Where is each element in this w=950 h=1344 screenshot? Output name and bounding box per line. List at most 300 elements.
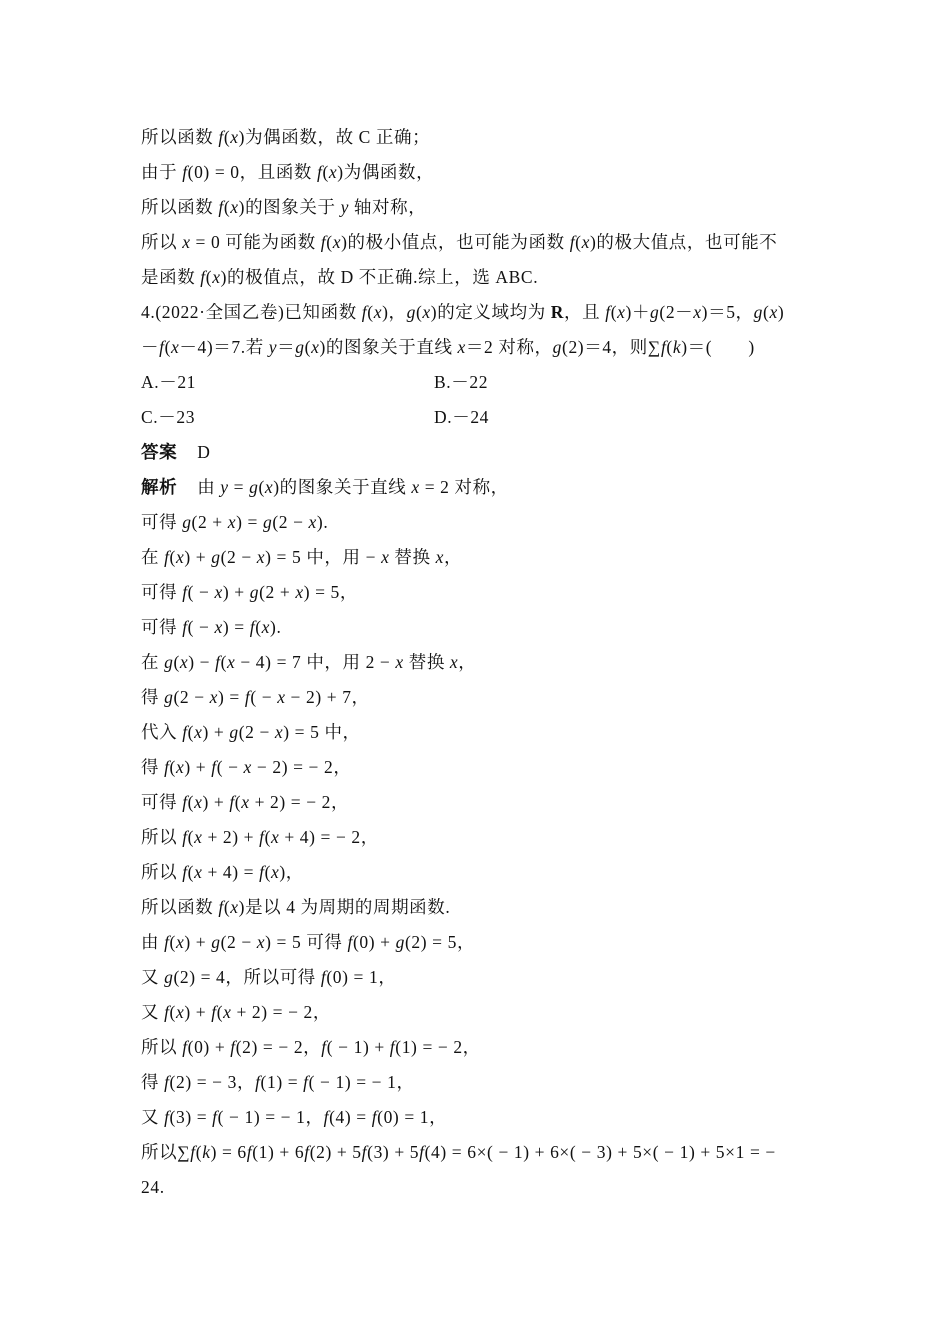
math-variable: x	[769, 302, 778, 322]
math-variable: x	[457, 337, 466, 357]
analysis-steps	[141, 505, 813, 1205]
text-segment: (2 −	[220, 547, 257, 567]
math-variable: g	[552, 337, 563, 357]
math-variable: g	[262, 512, 273, 532]
text-segment: (2 −	[220, 932, 257, 952]
text-segment: 得	[141, 1072, 165, 1092]
math-variable: k	[672, 337, 682, 357]
text-segment: (	[234, 792, 242, 812]
text-segment: ) +	[202, 792, 230, 812]
option-d: D.－24	[434, 407, 490, 427]
text-segment: 又	[141, 1107, 165, 1127]
math-variable: f	[164, 1072, 170, 1092]
text-segment: )＋	[625, 302, 651, 322]
text-segment: (2) = − 2，	[235, 1037, 322, 1057]
math-variable: x	[422, 302, 431, 322]
text-segment: 可得	[141, 582, 183, 602]
math-variable: y	[340, 197, 349, 217]
text-segment: )的极大值点，也可能不	[589, 232, 778, 252]
math-variable: x	[256, 932, 266, 952]
math-variable: f	[605, 302, 611, 322]
text-segment: (2 +	[191, 512, 228, 532]
text-segment: ，	[458, 652, 477, 672]
math-variable: x	[243, 757, 252, 777]
text-segment: 24.	[141, 1177, 165, 1197]
text-segment: (	[187, 862, 195, 882]
text-segment: ( − 1) = − 1，	[308, 1072, 415, 1092]
text-segment: (	[205, 267, 213, 287]
text-segment: (	[164, 337, 172, 357]
text-segment: (2 −	[238, 722, 275, 742]
text-segment: (2 −	[173, 687, 210, 707]
math-variable: f	[569, 232, 576, 252]
document-page	[141, 120, 813, 1205]
analysis-line	[141, 855, 813, 890]
text-segment: (	[264, 862, 271, 882]
math-variable: f	[182, 862, 188, 882]
analysis-line	[141, 645, 813, 680]
text-segment: ，且	[564, 302, 606, 322]
text-segment: (	[195, 1142, 203, 1162]
text-segment: ) +	[222, 582, 250, 602]
math-variable: g	[249, 582, 260, 602]
text-segment: 代入	[141, 722, 183, 742]
text-segment: ) = 5 中，用 −	[265, 547, 382, 567]
math-variable: x	[194, 827, 203, 847]
math-variable: x	[179, 652, 189, 672]
math-variable: x	[295, 582, 304, 602]
math-variable: g	[229, 722, 239, 742]
math-variable: f	[218, 197, 224, 217]
text-segment: 所以	[141, 827, 183, 847]
math-variable: x	[194, 862, 203, 882]
math-variable: f	[389, 1037, 396, 1057]
analysis-line	[141, 540, 813, 575]
analysis-line	[141, 680, 813, 715]
text-segment: (2－	[659, 302, 694, 322]
text-segment: (0) = 0，且函数	[187, 162, 318, 182]
text-segment: (	[223, 897, 231, 917]
math-variable: x	[230, 127, 239, 147]
text-segment: (	[169, 1002, 176, 1022]
math-variable: f	[218, 897, 224, 917]
text-segment: ( −	[187, 582, 215, 602]
math-variable: x	[182, 232, 191, 252]
math-variable: x	[223, 1002, 232, 1022]
math-variable: f	[164, 547, 170, 567]
text-segment: ( − 1) = − 1，	[217, 1107, 324, 1127]
math-variable: f	[244, 687, 251, 707]
text-segment: (2 −	[272, 512, 309, 532]
analysis-line	[141, 960, 813, 995]
text-segment: (0) = 1，	[326, 967, 397, 987]
text-segment: )，	[382, 302, 407, 322]
math-variable: x	[212, 267, 221, 287]
math-variable: f	[182, 617, 188, 637]
text-segment: (	[169, 932, 176, 952]
math-variable: f	[182, 722, 188, 742]
text-segment: (	[216, 1002, 224, 1022]
text-segment: (1) = − 2，	[395, 1037, 481, 1057]
math-variable: x	[214, 617, 223, 637]
math-variable: f	[164, 757, 170, 777]
math-variable: x	[175, 932, 185, 952]
math-variable: g	[406, 302, 416, 322]
text-segment: (	[610, 302, 618, 322]
text-segment: ) =	[222, 617, 250, 637]
answer-label: 答案	[141, 443, 178, 463]
text-segment: 所以∑	[141, 1142, 191, 1162]
text-segment: + 2) +	[202, 827, 260, 847]
text-segment: 可得	[141, 617, 183, 637]
text-segment: 又	[141, 967, 165, 987]
math-variable: x	[171, 337, 180, 357]
text-segment: 由	[141, 932, 165, 952]
math-variable: x	[271, 827, 280, 847]
text-segment: )的极值点，故 D 不正确.综上，选 ABC.	[220, 267, 539, 287]
math-variable: f	[419, 1142, 425, 1162]
question-line	[141, 330, 813, 365]
text-segment: (	[415, 302, 423, 322]
text-segment: ) +	[184, 1002, 212, 1022]
math-variable: x	[230, 897, 239, 917]
math-variable: f	[182, 162, 188, 182]
analysis-line	[141, 1030, 813, 1065]
math-variable: f	[211, 757, 217, 777]
text-line	[141, 155, 813, 190]
text-segment: ) =	[236, 512, 263, 532]
math-variable: f	[159, 337, 165, 357]
text-segment: )的定义域均为	[430, 302, 551, 322]
analysis-line	[141, 890, 813, 925]
text-segment: 轴对称，	[348, 197, 427, 217]
text-segment: (	[255, 617, 262, 637]
text-segment: ) +	[184, 932, 212, 952]
math-variable: x	[435, 547, 444, 567]
math-variable: g	[395, 932, 405, 952]
math-variable: g	[164, 967, 174, 987]
text-segment: (1) =	[260, 1072, 304, 1092]
answer-value: D	[197, 442, 211, 462]
text-segment: − 4) = 7 中，用 2 −	[235, 652, 396, 672]
math-variable: x	[175, 1002, 185, 1022]
math-variable: x	[373, 302, 383, 322]
text-segment: (	[304, 337, 312, 357]
text-segment: )，	[279, 862, 304, 882]
math-variable: f	[230, 1037, 236, 1057]
math-variable: y	[268, 337, 278, 357]
math-variable: f	[164, 932, 170, 952]
text-segment: )的图象关于	[238, 197, 341, 217]
math-variable: x	[214, 582, 223, 602]
analysis-first-text	[197, 477, 509, 497]
math-variable: x	[581, 232, 590, 252]
text-segment: ( −	[216, 757, 244, 777]
text-segment: (	[326, 232, 333, 252]
math-variable: f	[304, 1142, 310, 1162]
text-segment: 所以	[141, 232, 183, 252]
text-segment: 在	[141, 547, 165, 567]
text-segment: (	[187, 827, 195, 847]
math-variable: f	[320, 967, 327, 987]
math-variable: x	[261, 617, 271, 637]
analysis-line	[141, 715, 813, 750]
analysis-section	[141, 470, 813, 1205]
math-variable: f	[317, 162, 323, 182]
text-segment: (2) = − 3，	[169, 1072, 256, 1092]
text-segment: －4)＝7.若	[179, 337, 269, 357]
text-segment: ( − 1) +	[326, 1037, 390, 1057]
math-variable: x	[209, 687, 219, 707]
text-segment: ).	[270, 617, 282, 637]
text-segment: (2) + 5	[309, 1142, 362, 1162]
text-segment: 得	[141, 757, 165, 777]
option-b: B.－22	[434, 372, 489, 392]
text-segment: 替换	[403, 652, 450, 672]
text-segment: ) −	[188, 652, 216, 672]
text-segment: (0) = 1，	[377, 1107, 448, 1127]
math-variable: x	[328, 162, 338, 182]
text-segment: 所以	[141, 1037, 183, 1057]
math-variable: f	[320, 232, 327, 252]
text-segment: − 2) + 7，	[285, 687, 370, 707]
analysis-line	[141, 1100, 813, 1135]
text-segment: 又	[141, 1002, 165, 1022]
text-segment: ) = 5 可得	[265, 932, 348, 952]
text-segment: + 4) = − 2，	[279, 827, 379, 847]
math-variable: f	[303, 1072, 309, 1092]
math-variable: f	[229, 792, 235, 812]
analysis-line	[141, 610, 813, 645]
text-segment: )的图象关于直线	[319, 337, 458, 357]
text-segment: )的极小值点，也可能为函数	[341, 232, 570, 252]
text-segment: )＝5，	[701, 302, 754, 322]
math-variable: x	[395, 652, 404, 672]
math-variable: f	[347, 932, 353, 952]
text-segment: ( −	[187, 617, 215, 637]
analysis-line	[141, 1065, 813, 1100]
text-segment: ) = 6	[210, 1142, 247, 1162]
text-segment: (	[264, 827, 271, 847]
text-segment: (0) +	[187, 1037, 231, 1057]
math-variable: f	[218, 127, 224, 147]
math-variable: x	[277, 687, 286, 707]
text-segment: (	[169, 757, 176, 777]
math-variable: g	[211, 547, 221, 567]
math-variable: x	[449, 652, 459, 672]
text-segment: ) +	[202, 722, 230, 742]
text-segment: (	[367, 302, 374, 322]
text-segment: 所以函数	[141, 127, 219, 147]
math-variable: f	[164, 1107, 170, 1127]
analysis-line	[141, 1135, 813, 1170]
text-segment: (2) = 5，	[404, 932, 476, 952]
math-variable: x	[617, 302, 626, 322]
math-variable: f	[200, 267, 206, 287]
math-variable: f	[211, 1002, 217, 1022]
text-segment: ) = 5 中，	[283, 722, 361, 742]
math-variable: x	[194, 722, 203, 742]
math-variable: g	[164, 687, 174, 707]
math-variable: f	[321, 1037, 327, 1057]
text-segment: (	[187, 722, 195, 742]
math-variable: x	[230, 197, 239, 217]
option-a: A.－21	[141, 372, 197, 392]
text-segment: )是以 4 为周期的周期函数.	[238, 897, 451, 917]
math-variable: f	[259, 827, 265, 847]
text-segment: 可得	[141, 512, 183, 532]
text-segment: ) =	[218, 687, 245, 707]
math-variable: f	[249, 617, 256, 637]
text-segment: (3) =	[169, 1107, 213, 1127]
text-segment: (4) = 6×( − 1) + 6×( − 3) + 5×( − 1) + 5×1 = −	[424, 1142, 776, 1162]
text-segment: )＝( )	[681, 337, 755, 357]
text-segment: + 4) =	[202, 862, 260, 882]
text-segment: (1) + 6	[252, 1142, 305, 1162]
math-variable: g	[211, 932, 221, 952]
text-segment: (	[322, 162, 329, 182]
math-variable: y	[220, 477, 229, 497]
text-line	[141, 190, 813, 225]
text-segment: 由	[197, 477, 221, 497]
text-segment: (	[223, 127, 231, 147]
text-segment: )为偶函数，	[337, 162, 435, 182]
math-variable: f	[259, 862, 265, 882]
analysis-line	[141, 750, 813, 785]
text-segment: 由于	[141, 162, 183, 182]
math-variable: x	[693, 302, 702, 322]
math-variable: f	[212, 1107, 218, 1127]
math-variable: x	[308, 512, 317, 532]
math-variable: x	[175, 547, 185, 567]
text-segment: －	[141, 337, 160, 357]
text-segment: (	[575, 232, 582, 252]
analysis-line	[141, 820, 813, 855]
math-variable: x	[241, 792, 250, 812]
text-segment: + 2) = − 2，	[249, 792, 350, 812]
text-segment: =	[228, 477, 250, 497]
math-variable: f	[182, 827, 188, 847]
math-variable: x	[411, 477, 420, 497]
math-variable: f	[190, 1142, 196, 1162]
text-segment: (0) +	[352, 932, 396, 952]
text-segment: − 2) = − 2，	[251, 757, 352, 777]
text-segment: R	[550, 302, 565, 322]
analysis-line	[141, 505, 813, 540]
text-segment: 所以函数	[141, 897, 219, 917]
text-segment: ＝	[277, 337, 296, 357]
math-variable: g	[164, 652, 174, 672]
text-line	[141, 260, 813, 295]
options-row-1	[141, 365, 813, 400]
math-variable: x	[256, 547, 266, 567]
text-line	[141, 120, 813, 155]
options-row-2	[141, 400, 813, 435]
text-segment: (4) =	[329, 1107, 372, 1127]
text-segment: (	[187, 792, 195, 812]
previous-solution-tail	[141, 120, 813, 295]
math-variable: g	[249, 477, 259, 497]
math-variable: f	[246, 1142, 253, 1162]
text-segment: ) +	[184, 547, 212, 567]
math-variable: x	[227, 652, 236, 672]
text-segment: (	[220, 652, 228, 672]
text-segment: 是函数	[141, 267, 201, 287]
text-segment: = 0 可能为函数	[190, 232, 321, 252]
text-segment: )为偶函数，故 C 正确；	[238, 127, 431, 147]
text-segment: ( −	[250, 687, 278, 707]
text-segment: = 2 对称，	[419, 477, 509, 497]
text-segment: 得	[141, 687, 165, 707]
text-segment: 可得	[141, 792, 183, 812]
math-variable: x	[271, 862, 280, 882]
math-variable: x	[381, 547, 390, 567]
text-segment: (2)＝4，则∑	[562, 337, 661, 357]
math-variable: f	[182, 582, 188, 602]
analysis-line	[141, 785, 813, 820]
analysis-label: 解析	[141, 478, 178, 498]
math-variable: f	[182, 792, 188, 812]
math-variable: x	[175, 757, 185, 777]
math-variable: f	[182, 1037, 188, 1057]
math-variable: g	[753, 302, 764, 322]
math-variable: f	[164, 1002, 170, 1022]
math-variable: f	[361, 302, 368, 322]
analysis-first-line	[141, 470, 813, 505]
math-variable: x	[227, 512, 237, 532]
analysis-line	[141, 1170, 813, 1205]
math-variable: x	[311, 337, 320, 357]
math-variable: f	[361, 1142, 368, 1162]
math-variable: g	[182, 512, 192, 532]
math-variable: x	[332, 232, 342, 252]
math-variable: g	[295, 337, 305, 357]
math-variable: x	[194, 792, 203, 812]
text-segment: + 2) = − 2，	[231, 1002, 332, 1022]
text-segment: (2) = 4，所以可得	[173, 967, 321, 987]
option-c: C.－23	[141, 407, 196, 427]
math-variable: f	[371, 1107, 378, 1127]
text-segment: (	[258, 477, 265, 497]
text-segment: ).	[316, 512, 329, 532]
text-segment: ＝2 对称，	[465, 337, 553, 357]
math-variable: f	[215, 652, 221, 672]
answer-line	[141, 435, 813, 470]
text-segment: (	[666, 337, 673, 357]
math-variable: f	[255, 1072, 261, 1092]
text-segment: 所以函数	[141, 197, 219, 217]
math-variable: f	[660, 337, 667, 357]
math-variable: g	[650, 302, 660, 322]
text-segment: )	[777, 302, 785, 322]
text-segment: (2 +	[259, 582, 296, 602]
text-segment: 所以	[141, 862, 183, 882]
question-stem	[141, 295, 813, 365]
math-variable: k	[202, 1142, 211, 1162]
question-4	[141, 295, 813, 435]
text-segment: ) = 5，	[303, 582, 358, 602]
text-segment: (	[169, 547, 176, 567]
text-line	[141, 225, 813, 260]
text-segment: 替换	[389, 547, 436, 567]
text-segment: (3) + 5	[367, 1142, 420, 1162]
question-line	[141, 295, 813, 330]
text-segment: )的图象关于直线	[273, 477, 412, 497]
text-segment: 在	[141, 652, 165, 672]
math-variable: x	[274, 722, 284, 742]
text-segment: (	[763, 302, 770, 322]
analysis-line	[141, 925, 813, 960]
